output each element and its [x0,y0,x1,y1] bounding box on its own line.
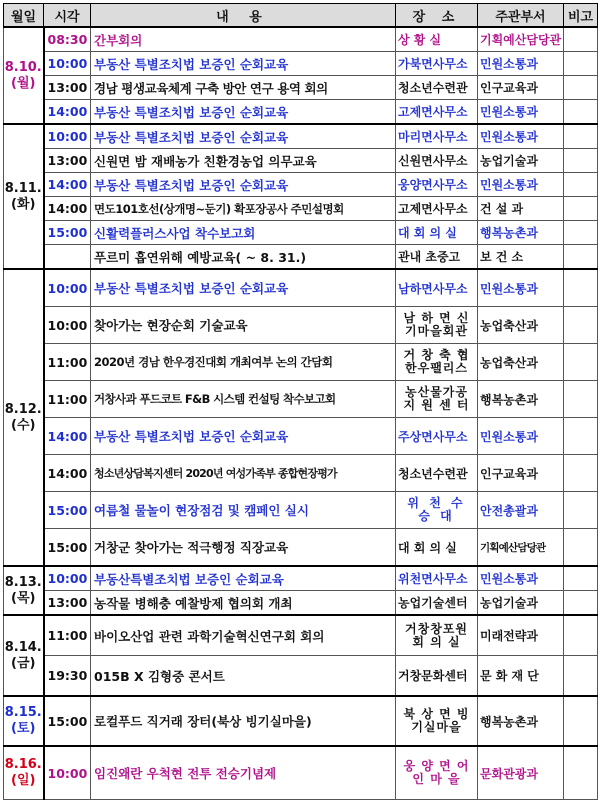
note-cell [564,566,598,591]
table-row [4,615,598,656]
content-cell: 푸르미 흡연위해 예방교육( ~ 8. 31.) [91,245,396,270]
table-row [4,381,598,418]
dept-cell: 행복농촌과 [478,696,564,746]
note-cell [564,100,598,125]
content-cell: 부동산 특별조치법 보증인 순회교육 [91,52,396,76]
time-cell: 15:00 [44,696,91,746]
note-cell [564,173,598,197]
table-row [4,173,598,197]
note-cell [564,381,598,418]
content-cell: 015B X 김형중 콘서트 [91,656,396,697]
time-cell: 10:00 [44,124,91,149]
place-cell: 주상면사무소 [396,418,478,455]
day-cell: 8.14. (금) [4,615,44,696]
dept-cell: 기획예산담당관 [478,529,564,567]
time-cell: 10:00 [44,269,91,307]
day-cell: 8.13. (목) [4,566,44,615]
time-cell: 14:00 [44,418,91,455]
note-cell [564,615,598,656]
time-cell: 15:00 [44,492,91,529]
table-row [4,656,598,697]
dept-cell: 문 화 재 단 [478,656,564,697]
header-dept: 주관부서 [478,4,564,28]
note-cell [564,455,598,492]
place-cell: 남 하 면 신기마을회관 [396,307,478,344]
place-cell: 관내 초중고 [396,245,478,270]
dept-cell: 안전총괄과 [478,492,564,529]
note-cell [564,307,598,344]
content-cell: 경남 평생교육체계 구축 방안 연구 용역 회의 [91,76,396,100]
dept-cell: 보 건 소 [478,245,564,270]
dept-cell: 민원소통과 [478,100,564,125]
table-row [4,696,598,746]
note-cell [564,76,598,100]
header-time: 시각 [44,4,91,28]
place-cell: 가북면사무소 [396,52,478,76]
table-row [4,269,598,307]
time-cell: 13:00 [44,149,91,173]
dept-cell: 민원소통과 [478,269,564,307]
table-row [4,149,598,173]
note-cell [564,656,598,697]
dept-cell: 행복농촌과 [478,381,564,418]
header-content: 내 용 [91,4,396,28]
note-cell [564,746,598,800]
place-cell: 고제면사무소 [396,100,478,125]
place-cell: 거 창 축 협 한우팰리스 [396,344,478,381]
table-row [4,591,598,616]
header-row [4,4,598,28]
time-cell: 14:00 [44,455,91,492]
dept-cell: 미래전략과 [478,615,564,656]
dept-cell: 농업축산과 [478,344,564,381]
dept-cell: 농업축산과 [478,307,564,344]
time-cell: 15:00 [44,221,91,245]
note-cell [564,418,598,455]
dept-cell: 기획예산담당관 [478,27,564,52]
note-cell [564,197,598,221]
day-cell: 8.10. (월) [4,27,44,124]
table-row [4,566,598,591]
note-cell [564,269,598,307]
place-cell: 위 천 수 승 대 [396,492,478,529]
content-cell: 부동산 특별조치법 보증인 순회교육 [91,269,396,307]
dept-cell: 인구교육과 [478,76,564,100]
time-cell: 10:00 [44,52,91,76]
content-cell: 신활력플러스사업 착수보고회 [91,221,396,245]
content-cell: 바이오산업 관련 과학기술혁신연구회 회의 [91,615,396,656]
content-cell: 2020년 경남 한우경진대회 개최여부 논의 간담회 [91,344,396,381]
time-cell: 13:00 [44,76,91,100]
place-cell: 북 상 면 빙기실마을 [396,696,478,746]
place-cell: 농업기술센터 [396,591,478,616]
table-row [4,52,598,76]
dept-cell: 민원소통과 [478,566,564,591]
place-cell: 위천면사무소 [396,566,478,591]
dept-cell: 행복농촌과 [478,221,564,245]
time-cell: 14:00 [44,100,91,125]
day-cell: 8.16. (일) [4,746,44,800]
place-cell: 고제면사무소 [396,197,478,221]
table-row [4,492,598,529]
dept-cell: 문화관광과 [478,746,564,800]
dept-cell: 농업기술과 [478,149,564,173]
place-cell: 청소년수련관 [396,76,478,100]
content-cell: 거창군 찾아가는 적극행정 직장교육 [91,529,396,567]
note-cell [564,344,598,381]
table-row [4,746,598,800]
time-cell: 08:30 [44,27,91,52]
day-cell: 8.12. (수) [4,269,44,566]
content-cell: 거창사과 푸드코트 F&B 시스템 컨설팅 착수보고회 [91,381,396,418]
note-cell [564,124,598,149]
place-cell: 대 회 의 실 [396,529,478,567]
content-cell: 부동산 특별조치법 보증인 순회교육 [91,100,396,125]
dept-cell: 민원소통과 [478,173,564,197]
note-cell [564,591,598,616]
time-cell: 11:00 [44,381,91,418]
content-cell: 로컬푸드 직거래 장터(북상 빙기실마을) [91,696,396,746]
note-cell [564,492,598,529]
note-cell [564,696,598,746]
content-cell: 면도101호선(상개명~둔기) 확포장공사 주민설명회 [91,197,396,221]
content-cell: 부동산 특별조치법 보증인 순회교육 [91,418,396,455]
dept-cell: 인구교육과 [478,455,564,492]
content-cell: 간부회의 [91,27,396,52]
day-cell: 8.11. (화) [4,124,44,269]
place-cell: 남하면사무소 [396,269,478,307]
note-cell [564,27,598,52]
dept-cell: 농업기술과 [478,591,564,616]
time-cell: 15:00 [44,529,91,567]
table-row [4,418,598,455]
place-cell: 농산물가공 지 원 센 터 [396,381,478,418]
table-row [4,221,598,245]
place-cell: 대 회 의 실 [396,221,478,245]
table-row [4,245,598,270]
header-place: 장 소 [396,4,478,28]
content-cell: 부동산특별조치법 보증인 순회교육 [91,566,396,591]
content-cell: 찾아가는 현장순회 기술교육 [91,307,396,344]
table-row [4,455,598,492]
note-cell [564,245,598,270]
time-cell [44,245,91,270]
place-cell: 거창문화센터 [396,656,478,697]
table-row [4,124,598,149]
time-cell: 10:00 [44,746,91,800]
table-row [4,307,598,344]
place-cell: 웅 양 면 어 인 마 을 [396,746,478,800]
time-cell: 10:00 [44,566,91,591]
time-cell: 10:00 [44,307,91,344]
dept-cell: 민원소통과 [478,418,564,455]
content-cell: 여름철 물놀이 현장점검 및 캠페인 실시 [91,492,396,529]
content-cell: 신원면 밤 재배농가 친환경농업 의무교육 [91,149,396,173]
note-cell [564,221,598,245]
time-cell: 19:30 [44,656,91,697]
content-cell: 부동산 특별조치법 보증인 순회교육 [91,124,396,149]
content-cell: 임진왜란 우척현 전투 전승기념제 [91,746,396,800]
time-cell: 13:00 [44,591,91,616]
place-cell: 거창창포원 회 의 실 [396,615,478,656]
note-cell [564,529,598,567]
content-cell: 농작물 병해충 예찰방제 협의회 개최 [91,591,396,616]
place-cell: 마리면사무소 [396,124,478,149]
table-row [4,27,598,52]
note-cell [564,149,598,173]
table-row [4,529,598,567]
dept-cell: 건 설 과 [478,197,564,221]
table-row [4,100,598,125]
place-cell: 상 황 실 [396,27,478,52]
table-row [4,197,598,221]
table-row [4,344,598,381]
place-cell: 청소년수련관 [396,455,478,492]
day-cell: 8.15. (토) [4,696,44,746]
header-month-day: 월일 [4,4,44,28]
place-cell: 웅양면사무소 [396,173,478,197]
time-cell: 11:00 [44,344,91,381]
content-cell: 청소년상담복지센터 2020년 여성가족부 종합현장평가 [91,455,396,492]
note-cell [564,52,598,76]
schedule-table [3,3,598,800]
table-row [4,76,598,100]
place-cell: 신원면사무소 [396,149,478,173]
time-cell: 14:00 [44,197,91,221]
header-note: 비고 [564,4,598,28]
time-cell: 14:00 [44,173,91,197]
dept-cell: 민원소통과 [478,124,564,149]
content-cell: 부동산 특별조치법 보증인 순회교육 [91,173,396,197]
dept-cell: 민원소통과 [478,52,564,76]
time-cell: 11:00 [44,615,91,656]
